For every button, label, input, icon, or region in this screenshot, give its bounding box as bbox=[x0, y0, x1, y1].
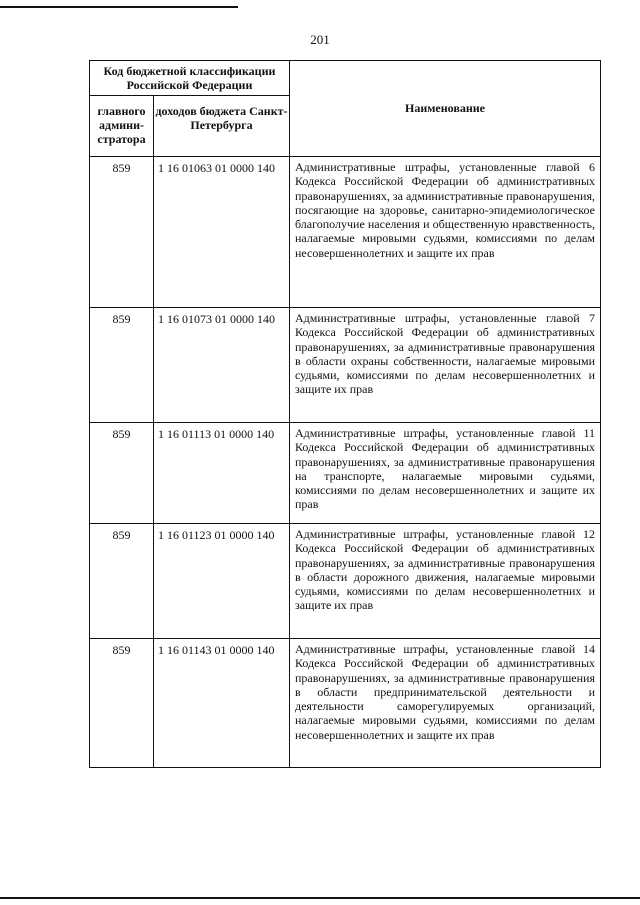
table-row bbox=[90, 423, 601, 524]
table-row bbox=[90, 639, 601, 768]
admin-code-cell: 859 bbox=[90, 157, 154, 308]
budget-classification-table bbox=[89, 60, 601, 768]
header-admin: главного админи-стратора bbox=[90, 96, 154, 157]
description-cell: Административные штрафы, установленные главой 12 Кодекса Российской Федерации об административных правонарушениях, за административные правонарушения в области дорожного движения, налагаемые мировыми судьями, комиссиями по делам несовершеннолетних и защите их прав bbox=[290, 524, 601, 639]
revenue-code-cell: 1 16 01073 01 0000 140 bbox=[154, 308, 290, 423]
bottom-rule bbox=[0, 897, 640, 899]
description-cell: Административные штрафы, установленные главой 6 Кодекса Российской Федерации об административных правонарушениях, за административные правонарушения, посягающие на здоровье, санитарно-эпидемиологическое благополучие населения и общественную нравственность, налагаемые мировыми судьями, комиссиями по делам несовершеннолетних и защите их прав bbox=[290, 157, 601, 308]
description-cell: Административные штрафы, установленные главой 14 Кодекса Российской Федерации об административных правонарушениях, за административные правонарушения в области предпринимательской деятельности и деятельности саморегулируемых организаций, налагаемые мировыми судьями, комиссиями по делам несовершеннолетних и защите их прав bbox=[290, 639, 601, 768]
revenue-code-cell: 1 16 01143 01 0000 140 bbox=[154, 639, 290, 768]
description-cell: Административные штрафы, установленные главой 11 Кодекса Российской Федерации об административных правонарушениях, за административные правонарушения на транспорте, налагаемые мировыми судьями, комиссиями по делам несовершеннолетних и защите их прав bbox=[290, 423, 601, 524]
revenue-code-cell: 1 16 01063 01 0000 140 bbox=[154, 157, 290, 308]
header-name: Наименование bbox=[290, 61, 601, 157]
table-row bbox=[90, 308, 601, 423]
description-cell: Административные штрафы, установленные главой 7 Кодекса Российской Федерации об административных правонарушениях, за административные правонарушения в области охраны собственности, налагаемые мировыми судьями, комиссиями по делам несовершеннолетних и защите их прав bbox=[290, 308, 601, 423]
admin-code-cell: 859 bbox=[90, 423, 154, 524]
header-revenue-code: доходов бюджета Санкт-Петербурга bbox=[154, 96, 290, 157]
top-rule bbox=[0, 6, 238, 8]
admin-code-cell: 859 bbox=[90, 524, 154, 639]
admin-code-cell: 859 bbox=[90, 639, 154, 768]
page-number: 201 bbox=[310, 32, 330, 47]
header-classification-code: Код бюджетной классификации Российской Федерации bbox=[90, 61, 290, 96]
table-row bbox=[90, 157, 601, 308]
admin-code-cell: 859 bbox=[90, 308, 154, 423]
revenue-code-cell: 1 16 01123 01 0000 140 bbox=[154, 524, 290, 639]
revenue-code-cell: 1 16 01113 01 0000 140 bbox=[154, 423, 290, 524]
table-row bbox=[90, 524, 601, 639]
